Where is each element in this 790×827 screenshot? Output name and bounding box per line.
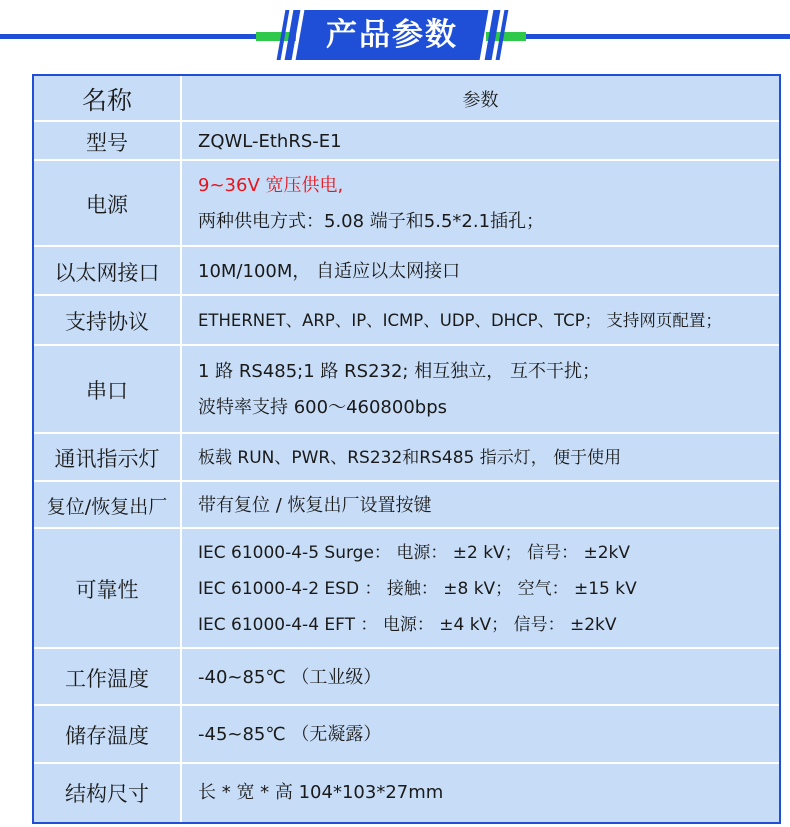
value-line: IEC 61000-4-2 ESD ： 接触： ±8 kV； 空气： ±15 kV — [198, 579, 637, 599]
row-name: 工作温度 — [65, 666, 149, 691]
row-value — [182, 247, 779, 296]
row-name: 支持协议 — [65, 310, 149, 334]
row-name: 结构尺寸 — [65, 782, 149, 806]
table-row — [34, 706, 779, 764]
table-row — [34, 161, 779, 247]
row-name: 可靠性 — [75, 578, 139, 602]
row-value — [182, 482, 779, 529]
header-value-cell — [182, 76, 779, 122]
row-name: 型号 — [86, 130, 128, 155]
table-row — [34, 482, 779, 529]
page-title: 产品参数 — [326, 17, 458, 53]
row-name: 复位/恢复出厂 — [46, 496, 168, 518]
value-line: ZQWL-EthRS-E1 — [198, 130, 342, 152]
value-line: 9~36V 宽压供电, — [198, 175, 344, 196]
row-value — [182, 434, 779, 482]
header-line-left — [0, 34, 262, 39]
value-line: 1 路 RS485;1 路 RS232; 相互独立， 互不干扰； — [198, 361, 600, 382]
row-name: 电源 — [86, 193, 128, 217]
value-line: 板载 RUN、PWR、RS232和RS485 指示灯， 便于使用 — [198, 448, 622, 468]
row-value — [182, 649, 779, 706]
row-value — [182, 706, 779, 764]
section-header — [0, 0, 790, 72]
value-line: 10M/100M， 自适应以太网接口 — [198, 260, 461, 282]
table-row — [34, 764, 779, 822]
value-line: 带有复位 / 恢复出厂设置按键 — [198, 494, 432, 516]
spec-table — [32, 74, 781, 824]
row-name: 串口 — [86, 379, 128, 403]
value-line: 长 * 宽 * 高 104*103*27mm — [198, 782, 444, 803]
row-name: 储存温度 — [65, 724, 149, 748]
row-value — [182, 161, 779, 247]
row-value — [182, 122, 779, 161]
value-line: IEC 61000-4-4 EFT ： 电源： ±4 kV； 信号： ±2kV — [198, 615, 617, 635]
value-line: IEC 61000-4-5 Surge： 电源： ±2 kV； 信号： ±2kV — [198, 543, 631, 563]
value-line: -45~85℃ （无凝露） — [198, 724, 382, 745]
header-line-right — [523, 34, 790, 39]
table-row — [34, 122, 779, 161]
table-row — [34, 529, 779, 649]
row-name: 以太网接口 — [54, 260, 160, 285]
value-line: ETHERNET、ARP、IP、ICMP、UDP、DHCP、TCP； 支持网页配置； — [198, 311, 722, 330]
table-row — [34, 296, 779, 346]
header-name-cell: 名称 — [81, 86, 132, 115]
table-header-row — [34, 76, 779, 122]
row-value — [182, 529, 779, 649]
table-row — [34, 247, 779, 296]
row-name: 通讯指示灯 — [54, 447, 160, 471]
header-value-label: 参数 — [462, 90, 499, 111]
value-line: 波特率支持 600～460800bps — [198, 397, 448, 418]
table-row — [34, 346, 779, 434]
row-value — [182, 296, 779, 346]
value-line: -40~85℃ （工业级） — [198, 666, 382, 688]
table-row — [34, 434, 779, 482]
value-line: 两种供电方式：5.08 端子和5.5*2.1插孔； — [198, 211, 545, 232]
table-row — [34, 649, 779, 706]
row-value — [182, 346, 779, 434]
row-value — [182, 764, 779, 822]
